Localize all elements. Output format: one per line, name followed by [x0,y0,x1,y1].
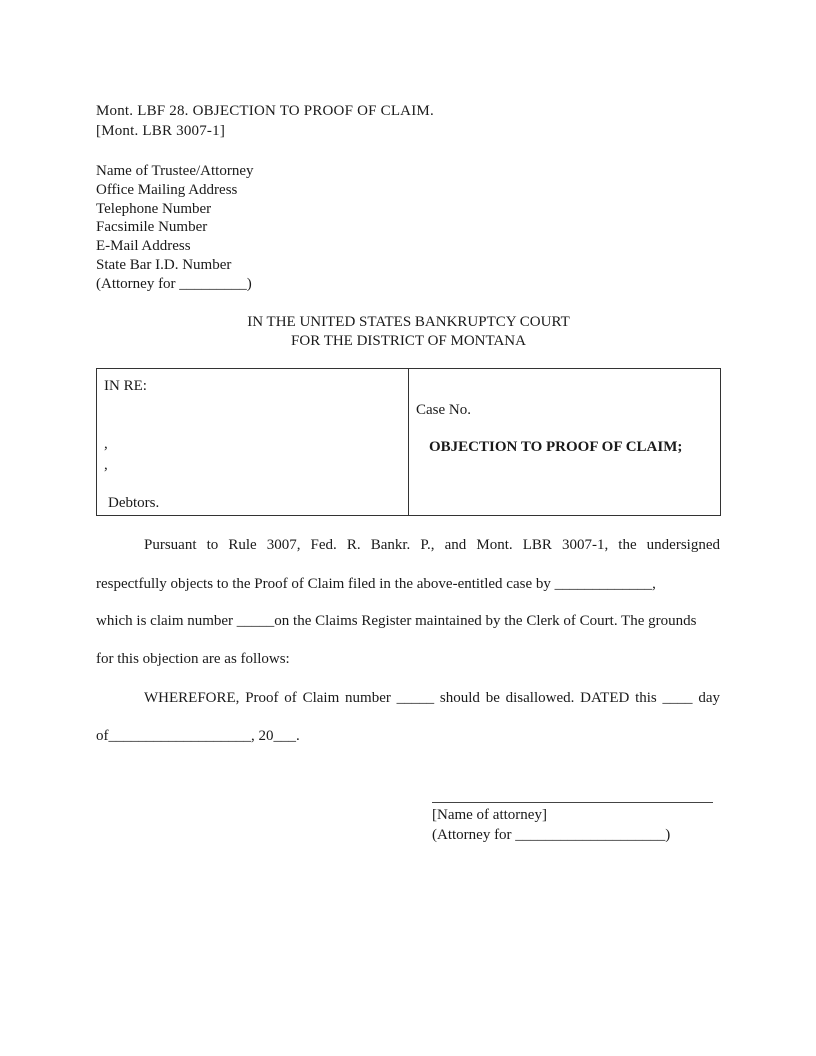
document-title: OBJECTION TO PROOF OF CLAIM; [429,439,683,455]
signature-attorney-for-label: (Attorney for ____________________) [432,827,671,843]
form-header [96,101,434,141]
body-paragraph-1-line-3: which is claim number _____on the Claims Register maintained by the Clerk of Court. The grounds [96,613,697,629]
caption-divider [408,369,409,515]
court-heading [96,313,721,350]
court-line-2: FOR THE DISTRICT OF MONTANA [291,332,526,349]
attorney-bar-id-label: State Bar I.D. Number [96,256,232,273]
debtors-label: Debtors. [108,495,160,511]
form-title: Mont. LBF 28. OBJECTION TO PROOF OF CLAIM. [96,103,434,119]
case-caption-table [96,368,721,516]
attorney-for-label: (Attorney for _________) [96,275,252,292]
body-paragraph-1-line-4: for this objection are as follows: [96,651,290,667]
attorney-info-block [96,162,253,294]
attorney-fax-label: Facsimile Number [96,219,208,236]
signature-line [432,802,713,803]
case-number-label: Case No. [416,402,471,418]
body-paragraph-2-line-2: of___________________, 20___. [96,728,300,744]
in-re-label: IN RE: [104,378,147,394]
attorney-name-label: Name of Trustee/Attorney [96,163,254,179]
body-paragraph-2-line-1: WHEREFORE, Proof of Claim number _____ should be disallowed. DATED this ____ day [144,690,720,706]
attorney-email-label: E-Mail Address [96,238,191,255]
attorney-phone-label: Telephone Number [96,200,212,217]
debtor-comma-2: , [104,457,108,473]
signature-name-label: [Name of attorney] [432,807,547,823]
court-line-1: IN THE UNITED STATES BANKRUPTCY COURT [247,314,570,330]
body-paragraph-1-line-1: Pursuant to Rule 3007, Fed. R. Bankr. P., and Mont. LBR 3007-1, the undersigned [144,537,720,553]
body-paragraph-1-line-2: respectfully objects to the Proof of Claim filed in the above-entitled case by _____________, [96,576,656,592]
signature-block [432,805,670,845]
attorney-address-label: Office Mailing Address [96,181,238,198]
debtor-comma-1: , [104,436,108,452]
form-rule: [Mont. LBR 3007-1] [96,123,226,139]
